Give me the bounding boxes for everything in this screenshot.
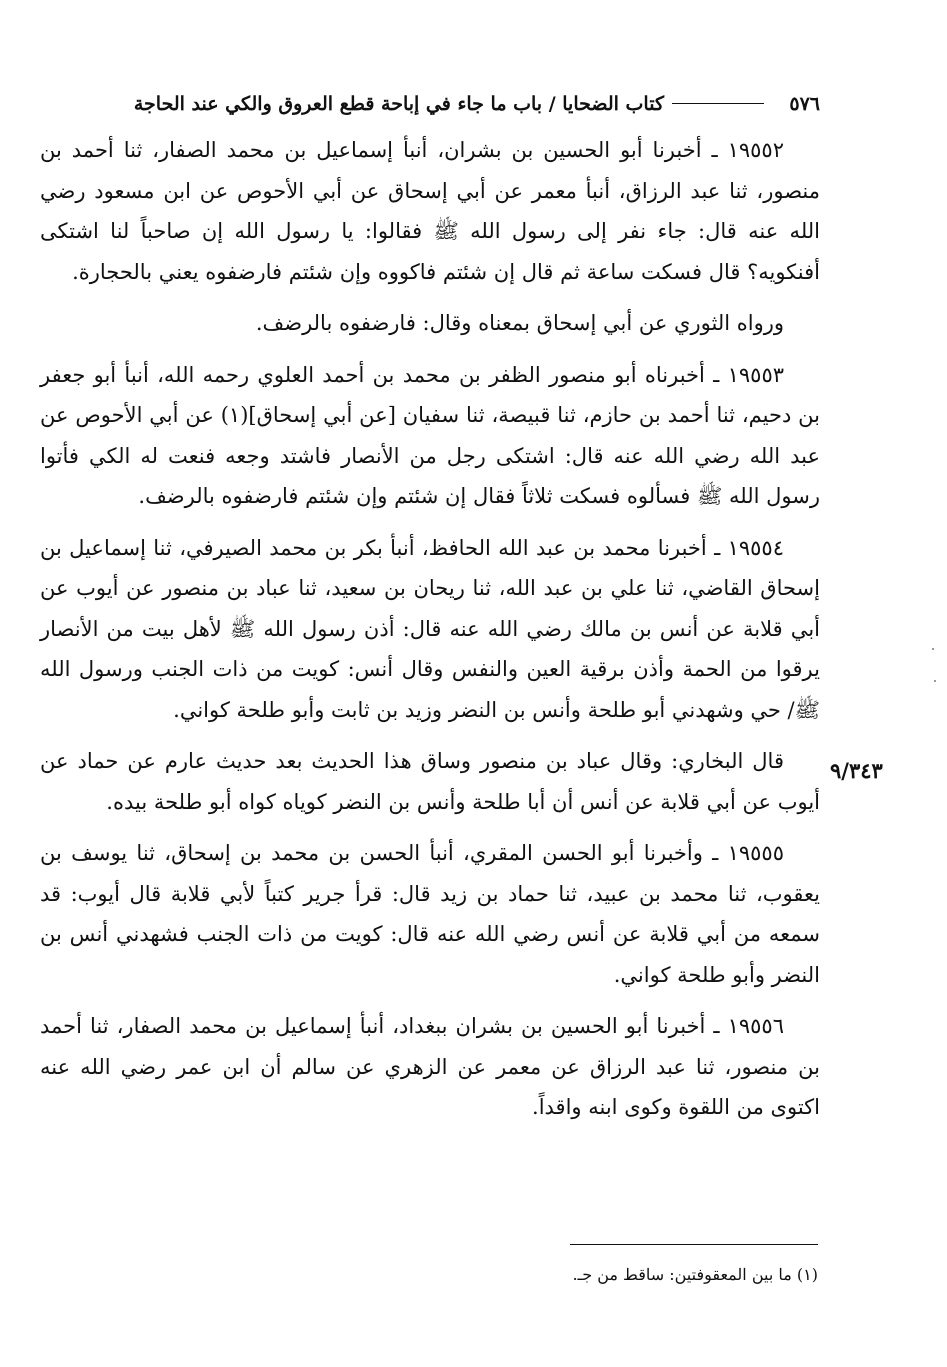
footnote-rule (570, 1244, 818, 1245)
header-rule (672, 103, 764, 104)
hadith-19555: ١٩٥٥٥ ـ وأخبرنا أبو الحسن المقري، أنبأ الحسن بن محمد بن إسحاق، ثنا يوسف بن يعقوب، ثنا محمد بن عبيد، ثنا حماد بن زيد قال: قرأ جرير كتباً لأبي قلابة قال أيوب: قد سمعه من أبي قلابة عن أنس رضي الله عنه قال: كويت من ذات الجنب فشهدني أنس بن النضر وأبو طلحة كواني. (40, 841, 820, 987)
page-number: ٥٧٦ (789, 93, 820, 115)
scan-speck (932, 648, 934, 650)
scan-speck (934, 680, 936, 682)
header-title: كتاب الضحايا / باب ما جاء في إباحة قطع العروق والكي عند الحاجة (133, 93, 664, 115)
paragraph-bukhari: قال البخاري: وقال عباد بن منصور وساق هذا الحديث بعد حديث عارم عن حماد عن أيوب عن أبي قلابة عن أنس أن أبا طلحة وأنس بن النضر كوياه كواه أبو طلحة بيده. (40, 749, 820, 814)
hadith-19556: ١٩٥٥٦ ـ أخبرنا أبو الحسين بن بشران ببغداد، أنبأ إسماعيل بن محمد الصفار، ثنا أحمد بن منصور، ثنا عبد الرزاق عن معمر عن الزهري عن سالم أن ابن عمر رضي الله عنه اكتوى من اللقوة وكوى ابنه واقداً. (40, 1014, 820, 1119)
margin-reference: ٩/٣٤٣ (830, 758, 883, 783)
hadith-19554: ١٩٥٥٤ ـ أخبرنا محمد بن عبد الله الحافظ، أنبأ بكر بن محمد الصيرفي، ثنا إسماعيل بن إسحاق القاضي، ثنا علي بن عبد الله، ثنا ريحان بن سعيد، ثنا عباد بن منصور عن أيوب عن أبي قلابة عن أنس بن مالك رضي الله عنه قال: أذن رسول الله ﷺ لأهل بيت من الأنصار يرقوا من الحمة وأذن برقية العين والنفس وقال أنس: كويت من ذات الجنب ورسول الله ﷺ/ حي وشهدني أبو طلحة وأنس بن النضر وزيد بن ثابت وأبو طلحة كواني. (40, 535, 820, 722)
hadith-19552: ١٩٥٥٢ ـ أخبرنا أبو الحسين بن بشران، أنبأ إسماعيل بن محمد الصفار، ثنا أحمد بن منصور، ثنا عبد الرزاق، أنبأ معمر عن أبي إسحاق عن أبي الأحوص عن ابن مسعود رضي الله عنه قال: جاء نفر إلى رسول الله ﷺ فقالوا: يا رسول الله إن صاحباً لنا اشتكى أفنكويه؟ قال فسكت ساعة ثم قال إن شئتم فاكووه وإن شئتم فارضفوه يعني بالحجارة. (40, 138, 820, 284)
main-text (40, 130, 820, 1128)
hadith-19553: ١٩٥٥٣ ـ أخبرناه أبو منصور الظفر بن محمد بن أحمد العلوي رحمه الله، أنبأ أبو جعفر بن دحيم، ثنا أحمد بن حازم، ثنا قبيصة، ثنا سفيان [عن أبي إسحاق](١) عن أبي الأحوص عن عبد الله رضي الله عنه قال: اشتكى رجل من الأنصار فاشتد وجعه فنعت له الكي فأتوا رسول الله ﷺ فسألوه فسكت ثلاثاً فقال إن شئتم وإن شئتم فارضفوه بالرضف. (40, 362, 821, 508)
running-header (40, 86, 820, 122)
footnote: (١) ما بين المعقوفتين: ساقط من جـ. (572, 1265, 818, 1284)
paragraph-riwayah: ورواه الثوري عن أبي إسحاق بمعناه وقال: فارضفوه بالرضف. (255, 311, 784, 335)
